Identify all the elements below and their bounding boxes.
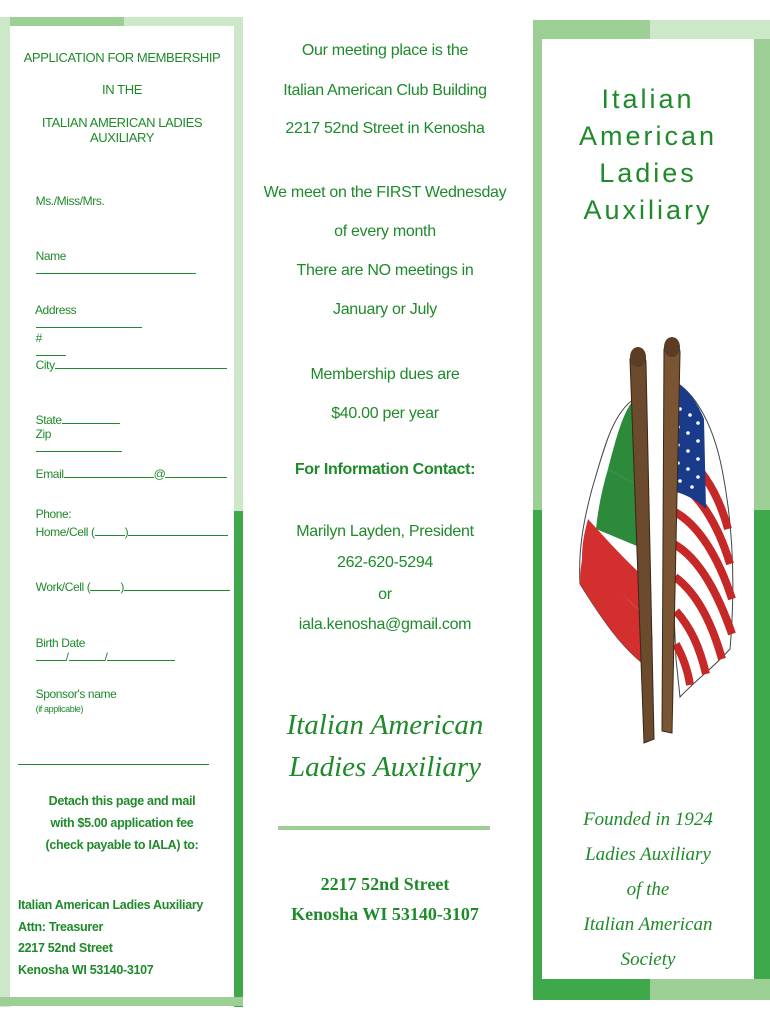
home-cell-paren: ) bbox=[124, 525, 129, 539]
birth-date-field[interactable] bbox=[18, 622, 175, 678]
form-title-line-3: ITALIAN AMERICAN LADIES AUXILIARY bbox=[41, 115, 203, 145]
cover-title-line-4: Auxiliary bbox=[583, 195, 713, 225]
address-line[interactable] bbox=[36, 317, 142, 328]
founded-line-3: of the bbox=[626, 879, 670, 900]
divider bbox=[278, 826, 490, 830]
mail-instructions-line-1: Detach this page and mail bbox=[48, 794, 196, 808]
address-hash: # bbox=[35, 331, 42, 345]
form-title-line-2: IN THE bbox=[102, 82, 142, 97]
email-label: Email bbox=[35, 467, 64, 481]
contact-name: Marilyn Layden, President bbox=[296, 523, 474, 540]
cover-content bbox=[542, 39, 754, 979]
frame-right-top bbox=[234, 17, 243, 511]
contact-or: or bbox=[378, 586, 392, 603]
meeting-place-line-2: Italian American Club Building bbox=[283, 82, 487, 99]
email-user-line[interactable] bbox=[64, 467, 154, 478]
form-title-line-1: APPLICATION FOR MEMBERSHIP bbox=[23, 50, 221, 65]
meeting-place-line-1: Our meeting place is the bbox=[301, 42, 469, 59]
mail-to-line-1: Italian American Ladies Auxiliary bbox=[18, 898, 204, 912]
birth-date-label: Birth Date bbox=[35, 636, 85, 650]
birth-day-line[interactable] bbox=[69, 650, 105, 661]
meeting-time-line-1: We meet on the FIRST Wednesday bbox=[263, 184, 507, 201]
application-form-panel bbox=[0, 0, 245, 1014]
founded-line-5: Society bbox=[620, 949, 676, 970]
city-line[interactable] bbox=[55, 358, 227, 369]
cover-panel bbox=[533, 20, 770, 1000]
american-flag-icon bbox=[669, 379, 732, 697]
frame-right-bottom bbox=[234, 511, 243, 1007]
contact-email[interactable]: iala.kenosha@gmail.com bbox=[298, 616, 472, 633]
mail-instructions bbox=[10, 790, 234, 856]
name-label: Name bbox=[35, 249, 67, 263]
mail-instructions-line-3: (check payable to IALA) to: bbox=[45, 838, 199, 852]
meeting-place-line-3: 2217 52nd Street in Kenosha bbox=[285, 120, 485, 137]
org-address-line-2: Kenosha WI 53140-3107 bbox=[291, 904, 479, 924]
home-cell-field[interactable] bbox=[18, 511, 228, 553]
mail-to-line-2: Attn: Treasurer bbox=[18, 919, 104, 934]
work-cell-label: Work/Cell ( bbox=[35, 580, 91, 594]
cover-frame-top-accent bbox=[650, 20, 770, 39]
work-area-code-line[interactable] bbox=[90, 580, 120, 591]
name-field[interactable] bbox=[18, 235, 196, 291]
city-label: City bbox=[35, 358, 55, 372]
meeting-time-line-4: January or July bbox=[333, 301, 437, 318]
meeting-time-line-3: There are NO meetings in bbox=[296, 262, 474, 279]
birth-month-line[interactable] bbox=[36, 650, 66, 661]
email-domain-line[interactable] bbox=[165, 467, 227, 478]
cover-title-line-3: Ladies bbox=[599, 158, 697, 188]
home-cell-label: Home/Cell ( bbox=[35, 525, 95, 539]
birth-year-line[interactable] bbox=[107, 650, 175, 661]
city-field[interactable] bbox=[18, 344, 227, 386]
address-label: Address bbox=[34, 303, 77, 317]
zip-label: Zip bbox=[35, 427, 52, 441]
home-number-line[interactable] bbox=[128, 525, 228, 536]
phone-label: Phone: bbox=[35, 507, 72, 521]
mail-to-address bbox=[18, 895, 203, 981]
email-at: @ bbox=[153, 467, 166, 481]
salutation-field[interactable] bbox=[18, 180, 104, 222]
birth-separator-2: / bbox=[104, 650, 108, 664]
founded-line-4: Italian American bbox=[583, 914, 713, 935]
sponsor-line[interactable] bbox=[18, 764, 209, 765]
org-title-line-2: Ladies Auxiliary bbox=[289, 751, 481, 783]
cover-title-line-1: Italian bbox=[601, 84, 695, 114]
crossed-flags-icon bbox=[572, 319, 740, 749]
founded-line-2: Ladies Auxiliary bbox=[585, 844, 711, 865]
work-cell-field[interactable] bbox=[18, 566, 230, 608]
mail-to-line-4: Kenosha WI 53140-3107 bbox=[18, 962, 154, 977]
name-line[interactable] bbox=[36, 263, 196, 274]
salutation-label: Ms./Miss/Mrs. bbox=[35, 194, 105, 208]
frame-top-left bbox=[0, 17, 124, 26]
sponsor-label: Sponsor's name bbox=[35, 687, 117, 701]
frame-top-right bbox=[124, 17, 239, 26]
meeting-time-line-2: of every month bbox=[334, 223, 436, 240]
org-title-line-1: Italian American bbox=[286, 709, 484, 741]
dues-line-2: $40.00 per year bbox=[331, 405, 439, 422]
sponsor-note: (if applicable) bbox=[35, 704, 84, 714]
home-area-code-line[interactable] bbox=[95, 525, 125, 536]
email-field[interactable] bbox=[18, 453, 227, 495]
dues-line-1: Membership dues are bbox=[310, 366, 460, 383]
founded-line-1: Founded in 1924 bbox=[583, 809, 713, 830]
contact-phone: 262-620-5294 bbox=[336, 554, 434, 571]
mail-instructions-line-2: with $5.00 application fee bbox=[50, 816, 194, 830]
contact-heading: For Information Contact: bbox=[294, 461, 476, 478]
state-label: State bbox=[35, 413, 62, 427]
application-form bbox=[10, 26, 234, 996]
work-number-line[interactable] bbox=[124, 580, 230, 591]
state-line[interactable] bbox=[62, 413, 120, 424]
sponsor-field bbox=[18, 673, 116, 729]
frame-left bbox=[0, 17, 10, 1007]
work-cell-paren: ) bbox=[120, 580, 124, 594]
org-address-line-1: 2217 52nd Street bbox=[320, 874, 450, 894]
frame-bottom bbox=[0, 997, 243, 1006]
mail-to-line-3: 2217 52nd Street bbox=[18, 941, 113, 955]
flag-poles-icon bbox=[630, 337, 680, 743]
cover-frame-bottom-accent bbox=[650, 979, 770, 1000]
zip-line[interactable] bbox=[36, 441, 122, 452]
cover-title-line-2: American bbox=[578, 121, 718, 151]
birth-separator-1: / bbox=[65, 650, 69, 664]
